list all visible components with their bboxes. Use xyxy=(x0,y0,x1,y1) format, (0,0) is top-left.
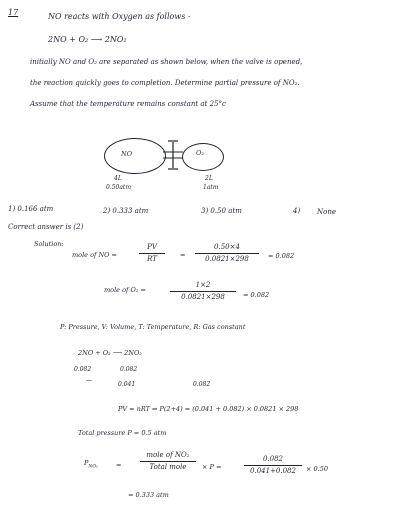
pno2-frac-2 xyxy=(244,456,302,475)
problem-line-3: Assume that the temperature remains constant at 25°c xyxy=(30,100,226,108)
option-4: 4) xyxy=(293,207,301,215)
question-number: 17 xyxy=(8,8,19,17)
option-1: 1) 0.166 atm xyxy=(8,205,54,213)
problem-line-2: the reaction quickly goes to completion. Determine partial pressure of NO₂. xyxy=(30,79,300,87)
mole-no-eq: = xyxy=(180,251,186,259)
equation-top: 2NO + O₂ ⟶ 2NO₂ xyxy=(48,35,127,44)
pno2-symbol: P xyxy=(84,459,89,467)
frac-denominator: 0.0821×298 xyxy=(195,253,259,263)
frac-denominator: Total mole xyxy=(140,461,196,471)
o2-flask-label: O₂ xyxy=(196,149,204,157)
mole-no-frac-2 xyxy=(195,244,259,263)
frac-numerator: PV xyxy=(147,243,157,251)
o2-pressure: 1atm xyxy=(203,184,219,191)
option-2: 2) 0.333 atm xyxy=(103,207,149,215)
no-flask-label: NO xyxy=(121,150,133,158)
stoich-initial-o2: 0.082 xyxy=(120,366,138,373)
o2-volume: 2L xyxy=(205,175,213,182)
pno2-frac-1 xyxy=(140,452,196,471)
pno2-eq: = xyxy=(116,461,122,469)
option-3: 3) 0.50 atm xyxy=(201,207,242,215)
intro-line: NO reacts with Oxygen as follows - xyxy=(48,12,191,21)
problem-line-1: initially NO and O₂ are separated as shown below, when the valve is opened, xyxy=(30,58,303,66)
stoich-final-no2: 0.082 xyxy=(193,381,211,388)
frac-denominator: 0.0821×298 xyxy=(170,291,236,301)
frac-numerator: 0.082 xyxy=(262,455,284,463)
frac-denominator: 0.041+0.082 xyxy=(244,465,302,475)
answer-line: Correct answer is (2) xyxy=(8,223,84,231)
stoich-final-no: — xyxy=(86,377,92,384)
option-4-text: None xyxy=(317,208,336,216)
mole-o2-frac xyxy=(170,282,236,301)
mole-o2-lhs: mole of O₂ = xyxy=(104,286,146,294)
no-volume: 4L xyxy=(114,175,122,182)
pno2-lhs xyxy=(84,460,98,470)
mole-no-lhs: mole of NO = xyxy=(72,251,117,259)
pno2-tail: × 0.50 xyxy=(306,465,328,473)
stoich-initial-no: 0.082 xyxy=(74,366,92,373)
mole-o2-result: = 0.082 xyxy=(243,291,270,299)
frac-numerator: mole of NO₂ xyxy=(146,451,190,459)
solution-label: Solution: xyxy=(34,240,64,248)
total-pressure: Total pressure P = 0.5 atm xyxy=(78,429,167,437)
pno2-times: × P = xyxy=(202,463,222,471)
no-pressure: 0.50atm xyxy=(106,184,132,191)
stoich-final-o2: 0.041 xyxy=(118,381,136,388)
final-result: = 0.333 atm xyxy=(128,491,169,499)
frac-numerator: 0.50×4 xyxy=(214,243,240,251)
frac-denominator: RT xyxy=(139,253,165,263)
mole-no-result: = 0.082 xyxy=(268,252,295,260)
stoich-equation: 2NO + O₂ ⟶ 2NO₂ xyxy=(78,349,142,357)
legend-line: P: Pressure, V: Volume, T: Temperature, R: Gas constant xyxy=(60,323,246,331)
pv-equation: PV = nRT ⇒ P(2+4) = (0.041 + 0.082) × 0.0821 × 298 xyxy=(118,405,299,413)
mole-no-frac-1 xyxy=(139,244,165,263)
frac-numerator: 1×2 xyxy=(195,281,211,289)
pno2-subscript: NO₂ xyxy=(88,464,98,470)
